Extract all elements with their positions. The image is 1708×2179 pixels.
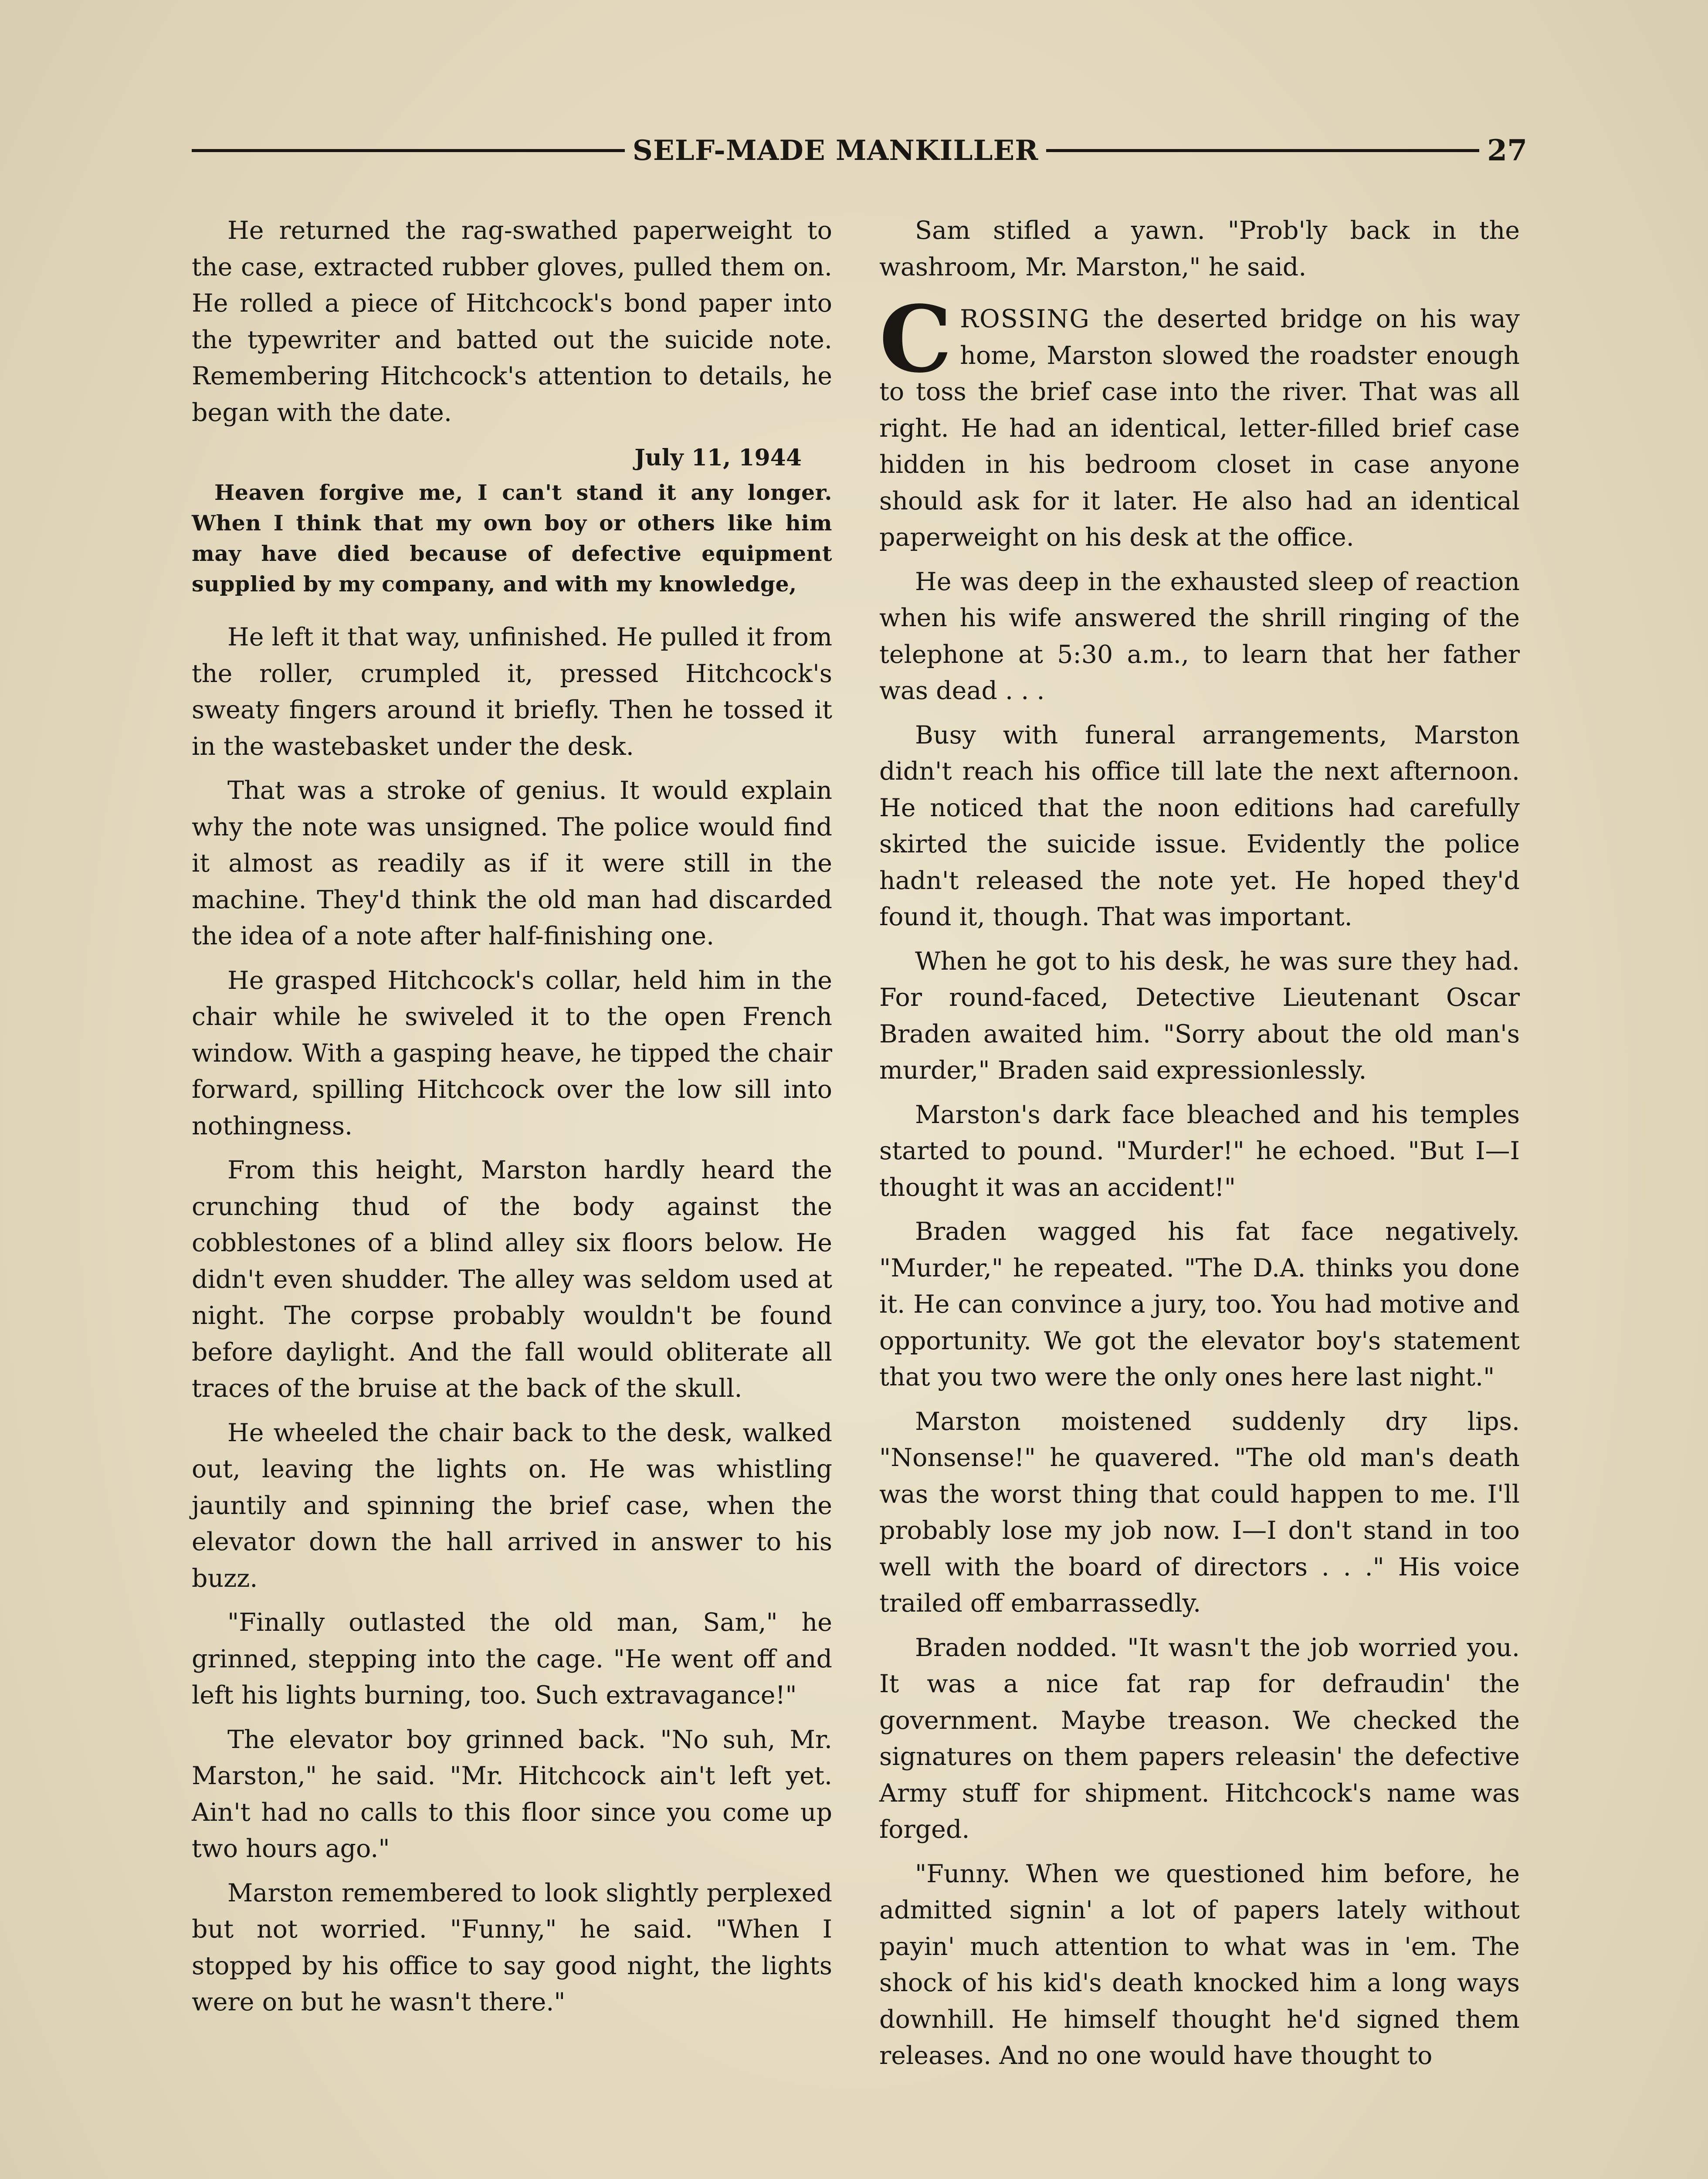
paragraph: Marston moistened suddenly dry lips. "Nonsense!" he quavered. "The old man's death was the worst thing that could happen to me. I'll probably lose my job now. I—I don't stand in too well with the board of directors . . ." His voice trailed off embarrassedly. xyxy=(879,1407,1520,1618)
paragraph: Marston remembered to look slightly perplexed but not worried. "Funny," he said. "When I stopped by his office to say good night, the lights were on but he wasn't there." xyxy=(192,1878,832,2016)
paragraph: That was a stroke of genius. It would explain why the note was unsigned. The police would find it almost as readily as if it were still in the machine. They'd think the old man had discarded the idea of a note after half-finishing one. xyxy=(192,776,832,950)
section-opening-paragraph xyxy=(879,285,1520,556)
paragraph: Sam stifled a yawn. "Prob'ly back in the washroom, Mr. Marston," he said. xyxy=(879,216,1520,282)
paragraph: Marston's dark face bleached and his temples started to pound. "Murder!" he echoed. "But I—I thought it was an accident!" xyxy=(879,1100,1520,1202)
paragraph: He returned the rag-swathed paperweight to the case, extracted rubber gloves, pulled them on. He rolled a piece of Hitchcock's bond paper into the typewriter and batted out the suicide note. Remembering Hitchcock's attention to details, he began with the date. xyxy=(192,216,832,427)
paragraph-text: the deserted bridge on his way home, Marston slowed the roadster enough to toss the brief case into the river. That was all right. He had an identical, letter-filled brief case hidden in his bedroom closet in case anyone should ask for it later. He also had an identical paperweight on his desk at the office. xyxy=(879,305,1520,552)
paragraph: "Finally outlasted the old man, Sam," he grinned, stepping into the cage. "He went off and left his lights burning, too. Such extravagance!" xyxy=(192,1608,832,1710)
paragraph: He was deep in the exhausted sleep of reaction when his wife answered the shrill ringing of the telephone at 5:30 a.m., to learn that her father was dead . . . xyxy=(879,567,1520,705)
running-head xyxy=(192,126,1527,174)
paragraph: Braden nodded. "It wasn't the job worried you. It was a nice fat rap for defraudin' the government. Maybe treason. We checked the signatures on them papers releasin' the defective Army stuff for shipment. Hitchcock's name was forged. xyxy=(879,1633,1520,1844)
left-column xyxy=(192,213,832,2029)
paragraph: He grasped Hitchcock's collar, held him in the chair while he swiveled it to the open French window. With a gasping heave, he tipped the chair forward, spilling Hitchcock over the low sill into nothingness. xyxy=(192,966,832,1140)
paragraph: When he got to his desk, he was sure they had. For round-faced, Detective Lieutenant Oscar Braden awaited him. "Sorry about the old man's murder," Braden said expressionlessly. xyxy=(879,947,1520,1085)
page-number: 27 xyxy=(1487,133,1528,167)
paragraph: Busy with funeral arrangements, Marston didn't reach his office till late the next afternoon. He noticed that the noon editions had carefully skirted the suicide issue. Evidently the police hadn't released the note yet. He hoped they'd found it, though. That was important. xyxy=(879,720,1520,931)
header-rule-right xyxy=(1046,149,1479,152)
paragraph: He wheeled the chair back to the desk, walked out, leaving the lights on. He was whistling jauntily and spinning the brief case, when the elevator down the hall arrived in answer to his buzz. xyxy=(192,1418,832,1593)
drop-cap: C xyxy=(879,285,952,393)
header-rule-left xyxy=(192,149,625,152)
paragraph: The elevator boy grinned back. "No suh, Mr. Marston," he said. "Mr. Hitchcock ain't left yet. Ain't had no calls to this floor since you come up two hours ago." xyxy=(192,1725,832,1863)
paragraph: Braden wagged his fat face negatively. "Murder," he repeated. "The D.A. thinks you done it. He can convince a jury, too. You had motive and opportunity. We got the elevator boy's statement that you two were the only ones here last night." xyxy=(879,1217,1520,1392)
suicide-note: Heaven forgive me, I can't stand it any longer. When I think that my own boy or others like him may have died because of defective equipment supplied by my company, and with my knowledge, xyxy=(192,480,832,597)
paragraph: From this height, Marston hardly heard the crunching thud of the body against the cobblestones of a blind alley six floors below. He didn't even shudder. The alley was seldom used at night. The corpse probably wouldn't be found before daylight. And the fall would obliterate all traces of the bruise at the back of the skull. xyxy=(192,1156,832,1403)
paragraph: "Funny. When we questioned him before, he admitted signin' a lot of papers lately without payin' much attention to what was in 'em. The shock of his kid's death knocked him a long ways downhill. He himself thought he'd signed them releases. And no one would have thought to xyxy=(879,1859,1520,2070)
note-dateline: July 11, 1944 xyxy=(634,445,802,471)
story-title: SELF-MADE MANKILLER xyxy=(632,134,1039,167)
right-column xyxy=(879,213,1520,2082)
small-caps-lead: ROSSING xyxy=(960,305,1090,333)
paragraph: He left it that way, unfinished. He pulled it from the roller, crumpled it, pressed Hitchcock's sweaty fingers around it briefly. Then he tossed it in the wastebasket under the desk. xyxy=(192,623,832,761)
